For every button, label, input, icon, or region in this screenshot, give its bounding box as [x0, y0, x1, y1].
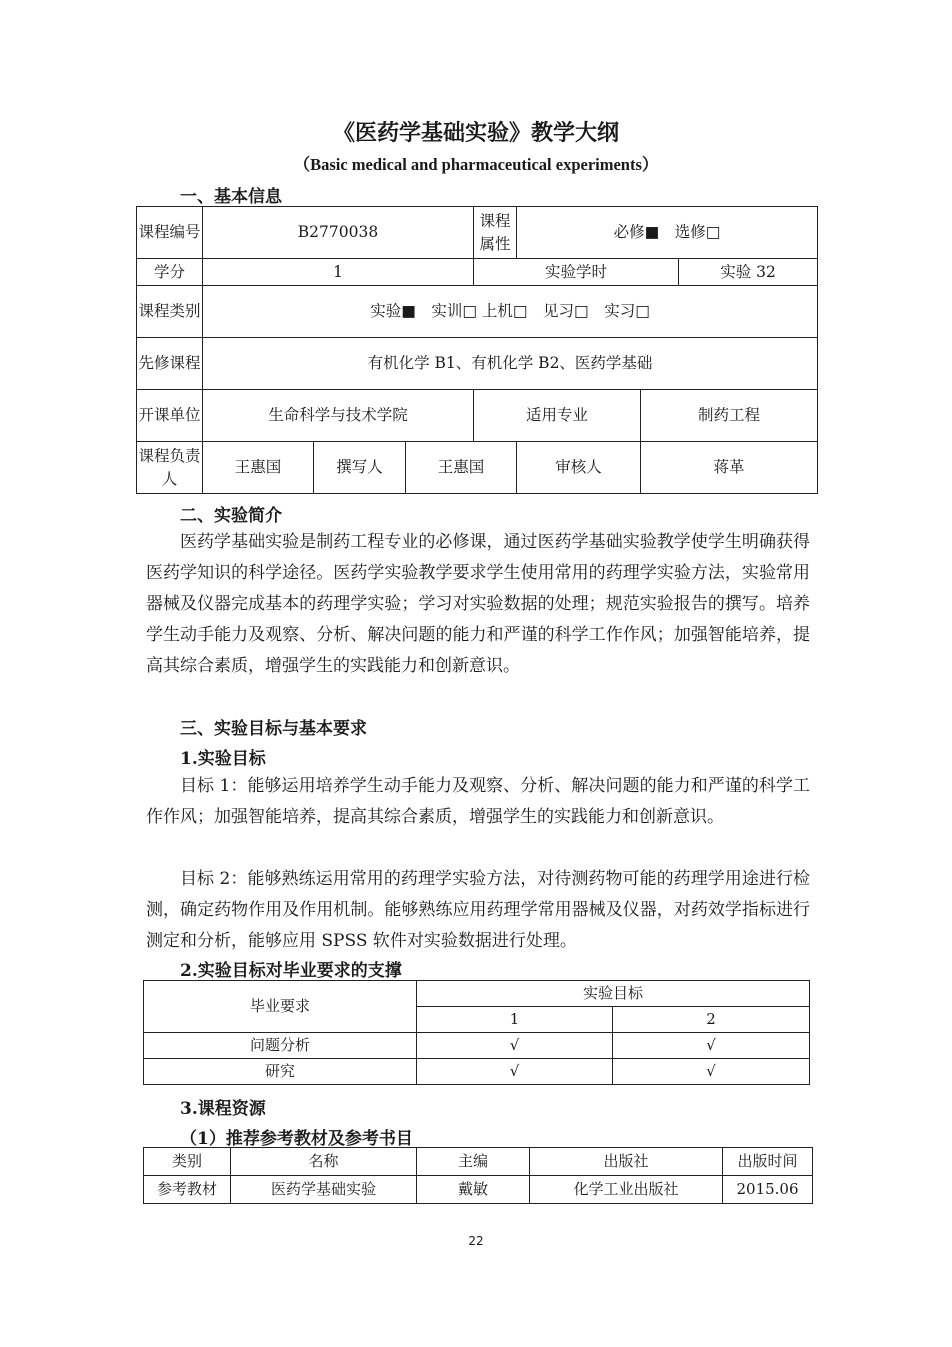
prereq-value: 有机化学 B1、有机化学 B2、医药学基础 [203, 338, 818, 390]
reviewer-value: 蒋革 [641, 442, 818, 494]
major-value: 制药工程 [641, 390, 818, 442]
resources-heading: 3.课程资源 [180, 1099, 266, 1119]
course-attr-label: 课程属性 [474, 207, 517, 259]
check-cell: √ [417, 1059, 613, 1085]
table-row [144, 1176, 813, 1204]
goal-header: 实验目标 [417, 981, 810, 1007]
books-header-publisher: 出版社 [530, 1148, 723, 1176]
books-header-editor: 主编 [417, 1148, 530, 1176]
writer-label: 撰写人 [314, 442, 406, 494]
req-cell: 研究 [144, 1059, 417, 1085]
book-publisher: 化学工业出版社 [530, 1176, 723, 1204]
books-header-name: 名称 [231, 1148, 417, 1176]
leader-value: 王惠国 [203, 442, 314, 494]
page-number: 22 [468, 1234, 484, 1248]
support-heading: 2.实验目标对毕业要求的支撑 [180, 961, 402, 981]
books-header-type: 类别 [144, 1148, 231, 1176]
intro-paragraph [146, 527, 810, 682]
leader-label: 课程负责人 [137, 442, 203, 494]
book-name: 医药学基础实验 [231, 1176, 417, 1204]
category-label: 课程类别 [137, 286, 203, 338]
req-header: 毕业要求 [144, 981, 417, 1033]
goal-col-2: 2 [613, 1007, 810, 1033]
basic-info-table [136, 206, 818, 494]
check-cell: √ [613, 1059, 810, 1085]
table-row [144, 1033, 810, 1059]
books-header-date: 出版时间 [723, 1148, 813, 1176]
support-table [143, 980, 810, 1085]
prereq-label: 先修课程 [137, 338, 203, 390]
hours-label: 实验学时 [474, 259, 679, 286]
credit-value: 1 [203, 259, 474, 286]
goal1-text: 目标 1：能够运用培养学生动手能力及观察、分析、解决问题的能力和严谨的科学工作作风；加强智能培养，提高其综合素质，增强学生的实践能力和创新意识。 [146, 776, 810, 827]
goal2-text: 目标 2：能够熟练运用常用的药理学实验方法，对待测药物可能的药理学用途进行检测，确定药物作用及作用机制。能够熟练应用药理学常用器械及仪器，对药效学指标进行测定和分析，能够应用 SPSS 软件对实验数据进行处理。 [146, 869, 810, 951]
book-editor: 戴敏 [417, 1176, 530, 1204]
writer-value: 王惠国 [406, 442, 517, 494]
goal1-paragraph [146, 771, 810, 833]
check-cell: √ [417, 1033, 613, 1059]
section1-heading: 一、基本信息 [180, 187, 282, 207]
books-heading: （1）推荐参考教材及参考书目 [180, 1129, 413, 1149]
document-title: 《医药学基础实验》教学大纲 [332, 120, 619, 146]
goal2-paragraph [146, 864, 810, 957]
dept-label: 开课单位 [137, 390, 203, 442]
credit-label: 学分 [137, 259, 203, 286]
document-subtitle: （Basic medical and pharmaceutical experiments） [293, 155, 659, 174]
book-date: 2015.06 [723, 1176, 813, 1204]
table-row [144, 1059, 810, 1085]
hours-value: 实验 32 [679, 259, 818, 286]
reviewer-label: 审核人 [517, 442, 641, 494]
section2-heading: 二、实验简介 [180, 506, 282, 526]
course-attr-value: 必修■ 选修□ [517, 207, 818, 259]
intro-text: 医药学基础实验是制药工程专业的必修课，通过医药学基础实验教学使学生明确获得医药学知识的科学途径。医药学实验教学要求学生使用常用的药理学实验方法，实验常用器械及仪器完成基本的药理学实验；学习对实验数据的处理；规范实验报告的撰写。培养学生动手能力及观察、分析、解决问题的能力和严谨的科学工作作风；加强智能培养，提高其综合素质，增强学生的实践能力和创新意识。 [146, 532, 810, 676]
category-value: 实验■ 实训□ 上机□ 见习□ 实习□ [203, 286, 818, 338]
goal-col-1: 1 [417, 1007, 613, 1033]
check-cell: √ [613, 1033, 810, 1059]
req-cell: 问题分析 [144, 1033, 417, 1059]
major-label: 适用专业 [474, 390, 641, 442]
dept-value: 生命科学与技术学院 [203, 390, 474, 442]
books-table [143, 1147, 813, 1204]
goals-heading: 1.实验目标 [180, 749, 266, 769]
book-type: 参考教材 [144, 1176, 231, 1204]
course-no-label: 课程编号 [137, 207, 203, 259]
course-no-value: B2770038 [203, 207, 474, 259]
section3-heading: 三、实验目标与基本要求 [180, 719, 367, 739]
